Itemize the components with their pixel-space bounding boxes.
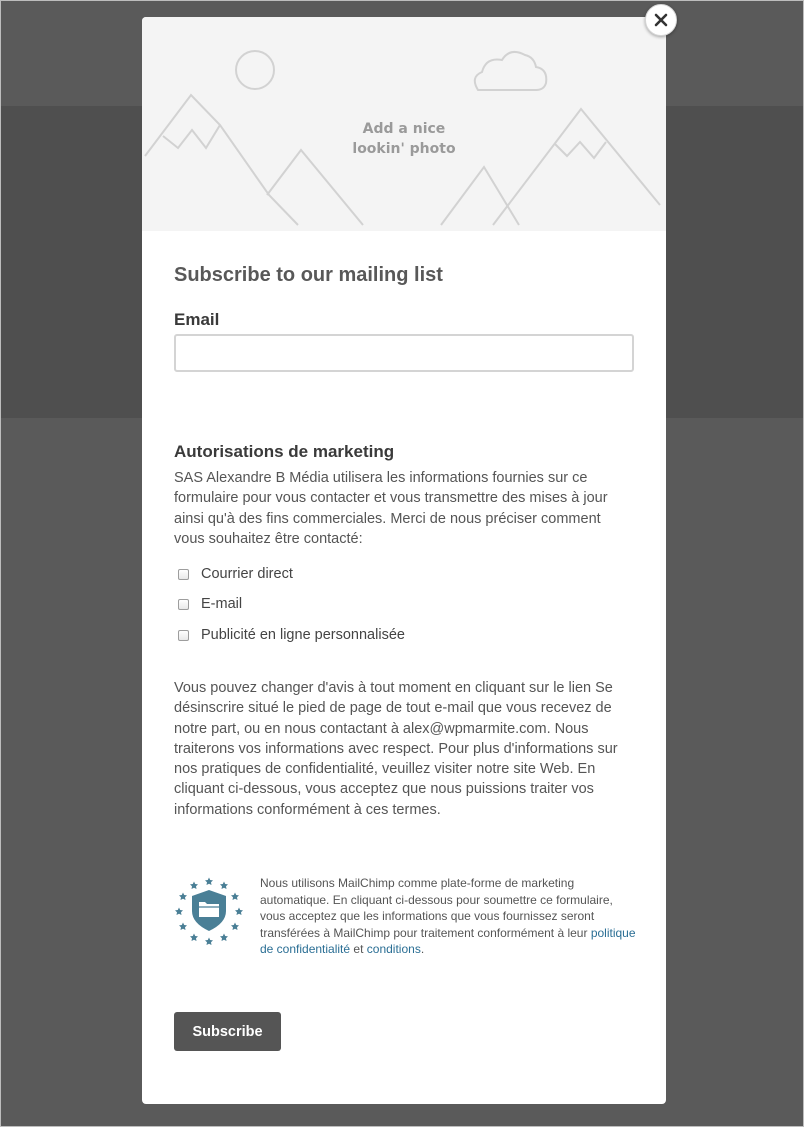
option-courrier-direct[interactable] (174, 563, 293, 585)
courrier-direct-checkbox[interactable] (178, 569, 189, 580)
option-label: E-mail (201, 596, 243, 612)
legal-text: Vous pouvez changer d'avis à tout moment en cliquant sur le lien Se désinscrire situé le pied de page de tout e-mail que vous recevez de notre part, ou en nous contactant à alex@wpmarmite.com. Nous traiterons vos informations avec respect. Pour plus d'informations sur nos pratiques de confidentialité, veuillez visiter notre site Web. En cliquant ci-dessous, vous acceptez que nous puissions traiter vos informations conformément à ces termes. (174, 680, 618, 818)
and-text: et (353, 942, 364, 957)
privacy-policy-link[interactable]: politique de confidentialité (260, 925, 636, 957)
option-label: Courrier direct (201, 566, 293, 582)
email-label: Email (174, 310, 220, 329)
subscribe-modal (142, 17, 666, 1104)
option-publicite[interactable] (174, 624, 405, 646)
gdpr-shield-folder-icon (174, 875, 244, 945)
email-field[interactable] (174, 334, 634, 372)
hero-image-placeholder (142, 17, 666, 231)
email-checkbox[interactable] (178, 599, 189, 610)
hero-text-line2: lookin' photo (352, 141, 456, 157)
hero-placeholder-text (142, 119, 666, 159)
option-email[interactable] (174, 593, 242, 615)
mailchimp-notice-text (260, 875, 640, 958)
close-button[interactable] (645, 4, 677, 36)
close-icon (654, 13, 668, 27)
terms-link[interactable]: conditions (366, 942, 421, 957)
form-title: Subscribe to our mailing list (174, 264, 443, 286)
period-text: . (420, 942, 425, 957)
publicite-checkbox[interactable] (178, 630, 189, 641)
marketing-permissions-description: SAS Alexandre B Média utilisera les informations fournies sur ce formulaire pour vous contacter et vous transmettre des mises à jour ainsi qu'à des fins commerciales. Merci de nous préciser comment vous souhaitez être contacté: (174, 470, 608, 547)
hero-text-line1: Add a nice (362, 121, 446, 137)
marketing-permissions-title: Autorisations de marketing (174, 442, 395, 461)
subscribe-button[interactable]: Subscribe (174, 1012, 281, 1051)
mailchimp-text: Nous utilisons MailChimp comme plate-forme de marketing automatique. En cliquant ci-dessous pour soumettre ce formulaire, vous acceptez que les informations que vous fournissez seront transférées à MailChimp pour traitement conformément à leur (260, 876, 613, 940)
option-label: Publicité en ligne personnalisée (201, 627, 405, 643)
